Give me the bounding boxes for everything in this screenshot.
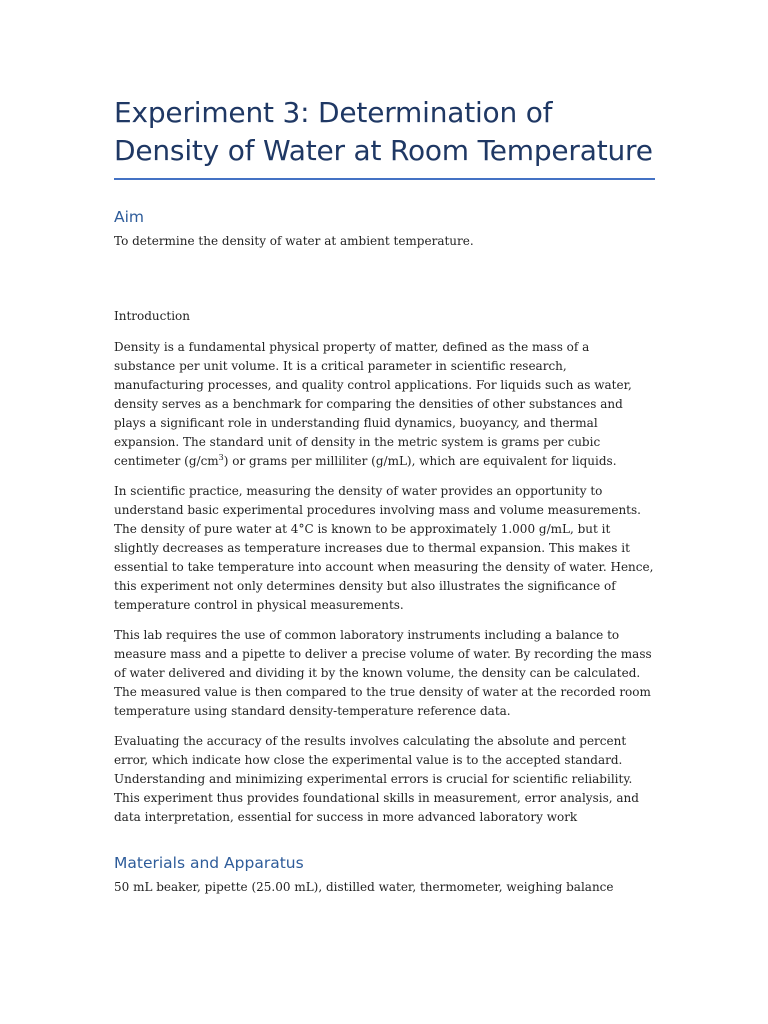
materials-text: 50 mL beaker, pipette (25.00 mL), distilled water, thermometer, weighing balance bbox=[114, 880, 614, 894]
document-page bbox=[114, 94, 654, 897]
aim-heading: Aim bbox=[114, 208, 145, 226]
paragraph-1-text-part-2: ) or grams per milliliter (g/mL), which are equivalent for liquids. bbox=[223, 454, 617, 468]
introduction-paragraph-4: Evaluating the accuracy of the results involves calculating the absolute and percent error, which indicate how close the experimental value is to the accepted standard. Understanding and minimizing experimental errors is crucial for scientific reliability. This experiment thus provides foundational skills in measurement, error analysis, and data interpretation, essential for success in more advanced laboratory work bbox=[114, 734, 639, 824]
introduction-paragraph-2: In scientific practice, measuring the density of water provides an opportunity to understand basic experimental procedures involving mass and volume measurements. The density of pure water at 4°C is known to be approximately 1.000 g/mL, but it slightly decreases as temperature increases due to thermal expansion. This makes it essential to take temperature into account when measuring the density of water. Hence, this experiment not only determines density but also illustrates the significance of temperature control in physical measurements. bbox=[114, 484, 654, 612]
title-underline-rule bbox=[114, 178, 655, 180]
paragraph-1-text-part-1: Density is a fundamental physical property of matter, defined as the mass of a substance per unit volume. It is a critical parameter in scientific research, manufacturing processes, and quality control applications. For liquids such as water, density serves as a benchmark for comparing the densities of other substances and plays a significant role in understanding fluid dynamics, buoyancy, and thermal expansion. The standard unit of density in the metric system is grams per cubic centimeter (g/cm bbox=[114, 340, 632, 468]
materials-heading: Materials and Apparatus bbox=[114, 854, 304, 872]
introduction-label: Introduction bbox=[114, 309, 190, 323]
introduction-paragraph-3: This lab requires the use of common laboratory instruments including a balance to measure mass and a pipette to deliver a precise volume of water. By recording the mass of water delivered and dividing it by the known volume, the density can be calculated. The measured value is then compared to the true density of water at the recorded room temperature using standard density-temperature reference data. bbox=[114, 628, 652, 718]
introduction-paragraph-1 bbox=[114, 338, 654, 471]
aim-text: To determine the density of water at ambient temperature. bbox=[114, 234, 474, 248]
superscript-3: 3 bbox=[218, 453, 224, 462]
document-title: Experiment 3: Determination of Density of Water at Room Temperature bbox=[114, 96, 653, 167]
